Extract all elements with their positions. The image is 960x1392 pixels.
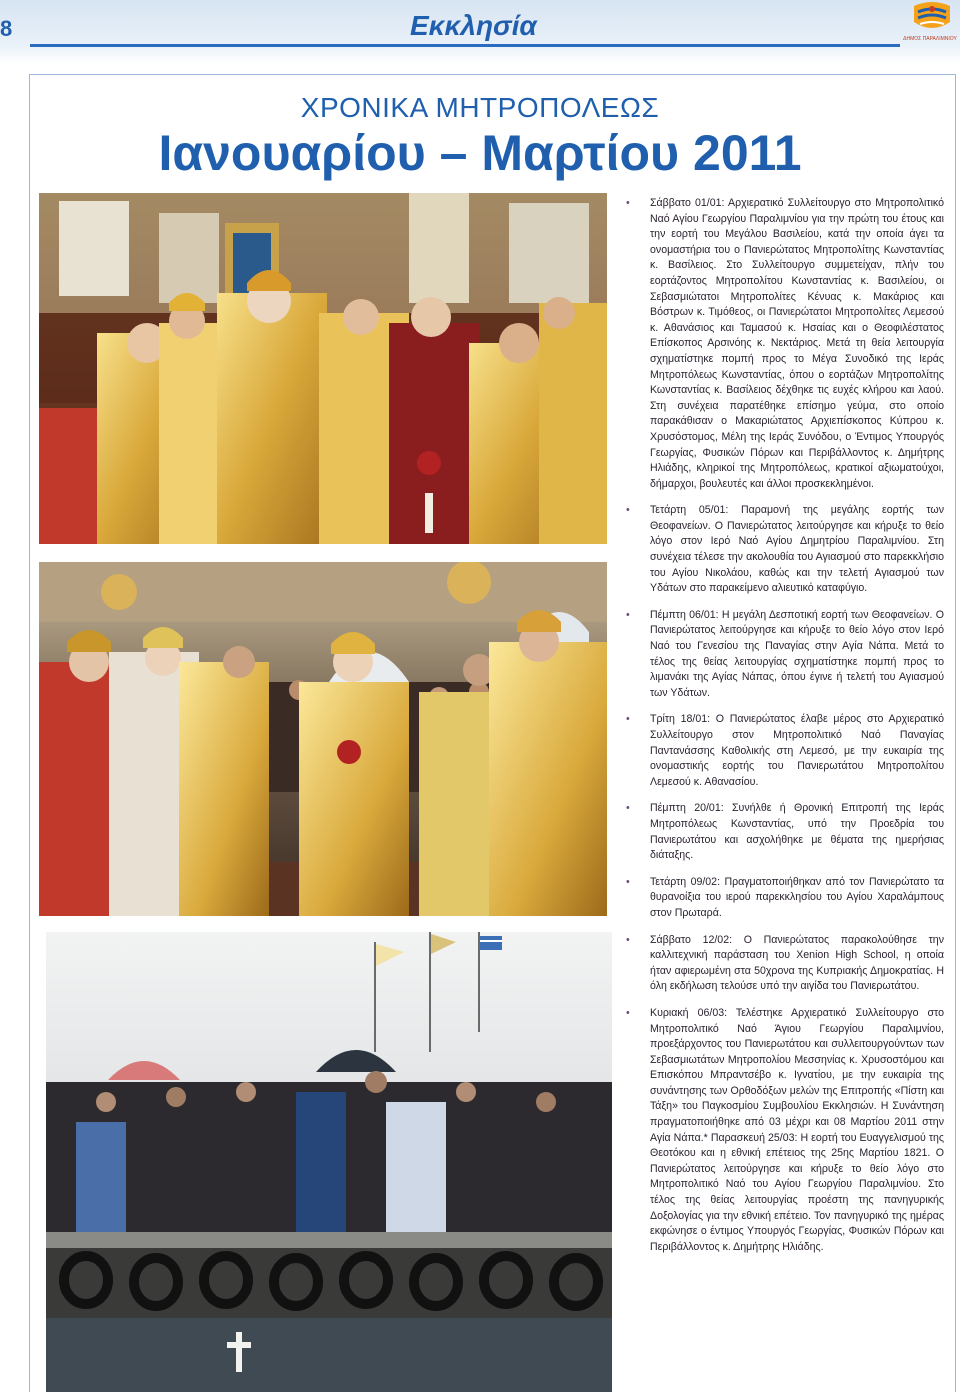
news-item-text: Σάββατο 12/02: Ο Πανιερώτατος παρακολούθησε την καλλιτεχνική παράσταση του Xenion High School, η οποία ήταν αφιερωμένη στα 50χρονα της Κυπριακής Δημοκρατίας. Η όλη εκδήλωση τελούσε υπό την αιγίδα του Πανιερωτάτου.	[650, 933, 944, 993]
news-item	[626, 801, 944, 863]
bullet-icon: •	[626, 608, 630, 621]
news-item-text: Πέμπτη 20/01: Συνήλθε ή Θρονική Επιτροπή της Ιεράς Μητροπόλεως Κωνσταντίας, υπό την Προεδρία του Πανιερωτάτου και ασχολήθηκε με θέματα της ημερήσιας διάταξης.	[650, 802, 944, 862]
header-divider	[30, 44, 900, 47]
bullet-icon: •	[626, 713, 630, 726]
bullet-icon: •	[626, 197, 630, 209]
news-item-text: Πέμπτη 06/01: Η μεγάλη Δεσποτική εορτή των Θεοφανείων. Ο Πανιερώτατος λειτούργησε και κήρυξε το θείο λόγο στον Ιερό Ναό του Γενεσίου της Παναγίας στην Αγία Νάπα. Μετά το τέλος της θείας λειτουργίας σχηματίστηκε πομπή προς το λιμανάκι της Αγίας Νάπας, όπου έγινε ή τελετή του Αγιασμού των Υδάτων.	[650, 608, 944, 699]
news-item-text: Τρίτη 18/01: Ο Πανιερώτατος έλαβε μέρος στο Αρχιερατικό Συλλείτουργο στον Μητροπολιτικό Ναό Παναγίας Παντανάσσης Καθολικής στη Λεμεσό, με την ευκαιρία της ονομαστικής εορτής του Πανιερωτάτου Μητροπολίτου Λεμεσού κ. Αθανασίου.	[650, 713, 944, 788]
bullet-icon: •	[626, 1006, 630, 1019]
news-item	[626, 196, 944, 492]
article-title: Ιανουαρίου – Μαρτίου 2011	[158, 125, 802, 181]
section-title: Εκκλησία	[410, 10, 537, 41]
municipality-logo-icon	[908, 0, 956, 38]
article-kicker: ΧΡΟΝΙΚΑ ΜΗΤΡΟΠΟΛΕΩΣ	[300, 92, 660, 123]
photo-blessing-of-waters	[46, 932, 612, 1392]
bullet-icon: •	[626, 933, 630, 946]
news-item	[626, 875, 944, 922]
news-item	[626, 933, 944, 995]
news-item	[626, 608, 944, 702]
logo-caption: ΔΗΜΟΣ ΠΑΡΑΛΙΜΝΙΟΥ	[903, 36, 957, 42]
news-item-text: Τετάρτη 05/01: Παραμονή της μεγάλης εορτής των Θεοφανείων. Ο Πανιερώτατος λειτούργησε και κήρυξε το θείο λόγο στον Ιερό Ναό Αγίου Δημητρίου Παραλιμνίου. Στη συνέχεια τέλεσε την ακολουθία του Αγιασμού στο παρεκκλήσιο του Αγίου Νικολάου, καθώς και την τελετή Αγιασμού των Υδάτων στο παρακείμενο αλιευτικό καταφύγιο.	[650, 504, 944, 595]
news-item-text: Κυριακή 06/03: Τελέστηκε Αρχιερατικό Συλλείτουργο στο Μητροπολιτικό Ναό Άγιου Γεωργίου Παραλιμνίου, προεξάρχοντος του Πανιερωτάτου και συλλειτουργούντων των Σεβασμιωτάτων Μητροπολίου Μεσσηνίας κ. Χρυσοστόμου και Επισκόπου Μπραντσέβο κ. Ιγνατίου, με την ευκαιρία της συνάντησης των Ορθοδόξων μελών της Επιτροπής «Πίστη και Τάξη» του Παγκοσμίου Συμβουλίου Εκκλησιών. Η Συνάντηση πραγματοποιήθηκε από 03 μέχρι και 08 Μαρτίου 2011 στην Αγία Νάπα.* Παρασκευή 25/03: Η εορτή του Ευαγγελισμού της Θεοτόκου και η εθνική επέτειος της 25ης Μαρτίου 1821. Ο Πανιερώτατος λειτούργησε και κήρυξε το θείο λόγο στο Μητροπολιτικό Ναό του Αγίου Γεωργίου Παραλιμνίου. Στο τέλος της θείας λειτουργίας προέστη της πανηγυρικής Δοξολογίας για την εθνική επέτειο. Τον πανηγυρικό της ημέρας εκφώνησε ο έντιμος Υπουργός Γεωργίας, Φυσικών Πόρων και Περιβάλλοντος κ. Δημήτρης Ηλιάδης.	[650, 1006, 944, 1253]
bullet-icon: •	[626, 504, 630, 517]
news-item-text: Σάββατο 01/01: Αρχιερατικό Συλλείτουργο στο Μητροπολιτικό Ναό Αγίου Γεωργίου Παραλιμνίου για την πρώτη του έτους και την εορτή του Μεγάλου Βασιλείου, κατά την οποία άγει τα ονομαστήρια του ο Πανιερώτατος Μητροπολίτης Κωνσταντίας κ. Βασίλειος. Στο Συλλείτουργο συμμετείχαν, πλήν του εορτάζοντος Μητροπολίτου Κωνσταντίας κ. Βασιλείου, οι Σεβασμιώτατοι Μητροπολίτες Κένυας κ. Μακάριος και Βόστρων κ. Τιμόθεος, οι Πανιερώτατοι Μητροπολίτες Λεμεσού κ. Αθανάσιος και Ταμασού κ. Ησαίας και ο Θεοφιλέστατος Επίσκοπος Αρσινόης κ. Νεκτάριος. Μετά τη θεία λειτουργία σχηματίστηκε πομπή προς το Μέγα Συνοδικό της Ιεράς Μητροπόλεως Κωνσταντίας, όπου ο εορτάζων Μητροπολίτης Κωνσταντίας κ. Βασίλειος δέχθηκε τις ευχές κλήρου και λαού. Στη συνέχεια παρατέθηκε επίσημο γεύμα, στο οποίο παρακάθισαν ο Μακαριώτατος Αρχιεπίσκοπος Κύπρου κ. Χρυσόστομος, Μέλη της Ιεράς Συνόδου, ο Έντιμος Υπουργός Γεωργίας, Φυσικών Πόρων και Περιβάλλοντος κ. Δημήτρης Ηλιάδης, κληρικοί της Μητροπόλεως, κρατικοί αξιωματούχοι, δήμαρχοι, βουλευτές και άλλοι προσκεκλημένοι.	[650, 197, 944, 490]
news-list	[626, 196, 944, 1266]
news-item	[626, 712, 944, 790]
photo-liturgy-altar	[39, 193, 607, 544]
news-item-text: Τετάρτη 09/02: Πραγματοποιήθηκαν από τον Πανιερώτατο τα θυρανοίξια του ιερού παρεκκλησίου του Αγίου Χαραλάμπους στον Πρωταρά.	[650, 875, 944, 919]
news-item	[626, 503, 944, 597]
news-item	[626, 1006, 944, 1256]
bullet-icon: •	[626, 802, 630, 815]
bullet-icon: •	[626, 875, 630, 888]
photo-liturgy-nave	[39, 562, 607, 916]
page-number: 8	[0, 16, 13, 41]
